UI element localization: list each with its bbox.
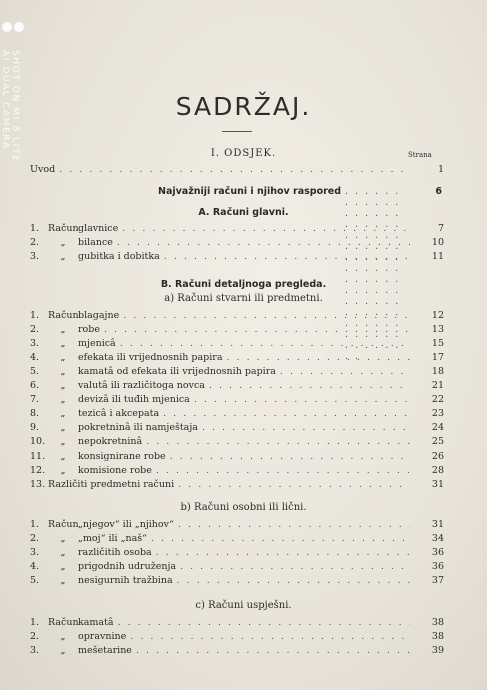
camera-watermark — [0, 22, 24, 163]
toc-entry-prefix: „ — [60, 408, 66, 420]
toc-entry — [30, 617, 444, 630]
toc-entry-text: komisione robe — [78, 464, 152, 476]
toc-entry-number: 12. — [30, 464, 46, 476]
toc-entry-label — [30, 237, 113, 248]
toc-entry-label — [30, 324, 100, 335]
page-title: SADRŽAJ. — [175, 92, 312, 121]
leader-dots — [170, 451, 410, 462]
toc-entry — [30, 547, 444, 560]
subsection-heading-b: b) Računi osobni ili lični. — [180, 502, 307, 513]
toc-entry-label — [30, 519, 174, 530]
toc-entry-number: 10. — [30, 436, 46, 448]
toc-entry — [30, 352, 444, 365]
toc-entry-label — [30, 310, 119, 321]
toc-entry — [30, 422, 444, 435]
toc-entry-text: pokretninâ ili namještaja — [78, 422, 198, 434]
page-column-label: Strana — [408, 151, 432, 159]
toc-entry-text: blagajne — [78, 310, 120, 321]
toc-entry-label — [30, 451, 166, 462]
toc-entry — [30, 223, 444, 236]
toc-entry-number: 3. — [30, 338, 40, 350]
leader-dots — [280, 366, 410, 377]
toc-page-number: 22 — [431, 394, 444, 406]
toc-entry-prefix: „ — [60, 575, 66, 587]
toc-entry-label — [30, 631, 126, 642]
watermark-dot-icon — [14, 22, 24, 32]
subsection-heading-a: a) Računi stvarni ili predmetni. — [164, 293, 323, 304]
title-divider — [222, 131, 252, 132]
toc-entry-number: 2. — [30, 631, 40, 642]
leader-dots — [194, 394, 410, 405]
leader-dots — [178, 479, 410, 490]
leader-dots — [209, 380, 410, 391]
toc-entry-text: robe — [78, 324, 100, 336]
toc-entry-prefix: „ — [60, 561, 66, 573]
toc-entry-label — [30, 547, 152, 558]
toc-entry — [30, 237, 444, 250]
toc-entry-text: glavnice — [78, 223, 119, 234]
toc-entry-text: „njegov“ ili „njihov“ — [78, 519, 174, 530]
toc-entry-number: 1. — [30, 223, 40, 234]
toc-page-number: 15 — [431, 338, 444, 350]
toc-entry-label: Najvažniji računi i njihov raspored — [158, 186, 342, 197]
toc-entry-number: 6. — [30, 380, 40, 392]
toc-entry-prefix: „ — [60, 533, 66, 545]
leader-dots — [163, 408, 410, 419]
toc-entry-number: 3. — [30, 251, 40, 262]
toc-entry-prefix: Račun — [48, 519, 79, 530]
toc-entry — [30, 465, 444, 478]
section-heading-odsjek: I. ODSJEK. — [210, 148, 277, 159]
toc-entry-prefix: „ — [60, 631, 66, 642]
toc-entry-number: 2. — [30, 237, 40, 248]
toc-page-number: 39 — [431, 645, 444, 656]
toc-entry — [30, 324, 444, 337]
leader-dots — [178, 519, 410, 530]
toc-entry-text: mjenicâ — [78, 338, 116, 350]
toc-entry-text: valutâ ili različitoga novca — [78, 380, 205, 392]
toc-entry-text: Različiti predmetni računi — [48, 478, 175, 490]
toc-entry-number: 5. — [30, 575, 40, 587]
watermark-line1: SHOT ON MI 8 LITE — [10, 50, 20, 163]
toc-entry-number: 1. — [30, 519, 40, 530]
section-heading-b: B. Računi detaljnoga pregleda. — [160, 279, 327, 290]
toc-entry-label — [30, 251, 160, 262]
leader-dots — [156, 465, 410, 476]
subsection-heading-c: c) Računi uspješni. — [195, 600, 292, 611]
toc-entry-prefix: „ — [60, 422, 66, 434]
toc-page-number: 21 — [431, 380, 444, 392]
toc-page-number: 31 — [431, 478, 444, 490]
toc-entry-number: 2. — [30, 533, 40, 545]
toc-entry-label — [30, 366, 276, 377]
toc-entry-label — [30, 223, 118, 234]
toc-page-number: 26 — [431, 450, 444, 462]
section-heading-a: A. Računi glavni. — [198, 207, 289, 218]
toc-entry-label — [30, 422, 198, 433]
toc-entry-text: nesigurnih tražbina — [78, 575, 173, 587]
toc-entry-text: devizâ ili tuđih mjenica — [78, 394, 190, 406]
leader-dots — [122, 223, 410, 234]
toc-entry — [30, 380, 444, 393]
toc-entry-number: 4. — [30, 352, 40, 364]
toc-entry — [30, 366, 444, 379]
toc-page-number: 36 — [431, 547, 444, 559]
leader-dots — [227, 352, 411, 363]
toc-page-number: 11 — [431, 251, 444, 262]
toc-entry-prefix: „ — [60, 338, 66, 350]
toc-entry-number: 3. — [30, 547, 40, 559]
toc-entry-number: 13. — [30, 478, 46, 490]
toc-entry-label — [30, 436, 142, 447]
toc-page-number: 38 — [431, 617, 444, 628]
toc-page-number: 31 — [431, 519, 444, 530]
toc-page-number: 12 — [431, 310, 444, 321]
toc-entry-text: nepokretninâ — [78, 436, 143, 448]
toc-page-number: 37 — [431, 575, 444, 587]
toc-entry-text: „moj“ ili „naš“ — [78, 533, 148, 545]
leader-dots — [180, 561, 410, 572]
toc-page-number: 7 — [437, 223, 444, 234]
toc-entry — [30, 451, 444, 464]
toc-entry — [30, 338, 444, 351]
toc-entry-label — [30, 380, 205, 391]
toc-entry — [30, 436, 444, 449]
toc-page-number: 1 — [437, 164, 444, 175]
toc-entry-label — [30, 533, 147, 544]
toc-entry-number: 9. — [30, 422, 40, 434]
toc-entry-number: 7. — [30, 394, 40, 406]
toc-page-number: 17 — [431, 352, 444, 364]
toc-page-number: 6 — [435, 186, 442, 197]
toc-entry — [30, 561, 444, 574]
toc-entry — [30, 631, 444, 644]
toc-entry-text: prigodnih udruženja — [78, 561, 177, 573]
toc-entry-text: različitih osoba — [78, 547, 152, 559]
toc-entry-text: mešetarine — [78, 645, 132, 656]
leader-dots — [202, 422, 410, 433]
leader-dots — [59, 164, 410, 175]
toc-entry-prefix: „ — [60, 366, 66, 378]
toc-entry — [30, 251, 444, 264]
toc-entry — [30, 519, 444, 532]
toc-entry — [30, 479, 444, 492]
toc-entry-prefix: Račun — [48, 223, 79, 234]
toc-entry-number: 2. — [30, 324, 40, 336]
toc-entry-number: 4. — [30, 561, 40, 573]
toc-page-number: 34 — [431, 533, 444, 545]
toc-entry-prefix: Račun — [48, 617, 79, 628]
toc-page-number: 18 — [431, 366, 444, 378]
toc-page-number: 36 — [431, 561, 444, 573]
leader-dots — [146, 436, 410, 447]
toc-entry-prefix: „ — [60, 645, 66, 656]
toc-entry-label — [30, 617, 114, 628]
toc-entry-text: efekata ili vrijednosnih papira — [78, 352, 223, 364]
leader-dots — [118, 617, 410, 628]
toc-entry — [30, 533, 444, 546]
leader-dots — [104, 324, 410, 335]
toc-entry-number: 8. — [30, 408, 40, 420]
toc-entry-prefix: „ — [60, 352, 66, 364]
toc-entry-label — [30, 352, 223, 363]
toc-page-number: 10 — [431, 237, 444, 248]
toc-entry-label — [30, 465, 152, 476]
toc-entry-text: tezicâ i akcepata — [78, 408, 160, 420]
toc-entry-prefix: Račun — [48, 310, 79, 321]
toc-entry-number: 3. — [30, 645, 40, 656]
toc-page-number: 23 — [431, 408, 444, 420]
toc-entry-number: 1. — [30, 310, 40, 321]
toc-entry-prefix: „ — [60, 436, 66, 448]
toc-entry-label — [30, 561, 176, 572]
toc-entry-prefix: „ — [60, 450, 66, 462]
leader-dots — [177, 575, 410, 586]
leader-dots — [164, 251, 410, 262]
toc-entry-text: gubitka i dobitka — [78, 251, 160, 262]
toc-entry — [30, 310, 444, 323]
leader-dots — [123, 310, 410, 321]
toc-entry-text: opravnine — [78, 631, 127, 642]
toc-entry-label — [30, 479, 174, 490]
toc-entry — [30, 394, 444, 407]
leader-dots — [151, 533, 410, 544]
toc-entry-text: konsignirane robe — [78, 450, 166, 462]
toc-entry — [30, 408, 444, 421]
leader-dots — [136, 645, 410, 656]
toc-page-number: 28 — [431, 464, 444, 476]
toc-entry-prefix: „ — [60, 380, 66, 392]
toc-entry-prefix: „ — [60, 324, 66, 336]
leader-dots — [120, 338, 410, 349]
toc-entry-prefix: „ — [60, 237, 66, 248]
toc-entry-number: 11. — [30, 450, 46, 462]
toc-entry-label — [30, 408, 159, 419]
toc-entry-uvod — [30, 164, 444, 177]
toc-page-number: 24 — [431, 422, 444, 434]
toc-entry — [30, 645, 444, 658]
toc-entry-text: kamatâ od efekata ili vrijednosnih papira — [78, 366, 276, 378]
toc-entry-label — [30, 338, 116, 349]
toc-entry-label: Uvod — [30, 164, 56, 175]
toc-entry-label — [30, 394, 190, 405]
toc-entry-prefix: „ — [60, 394, 66, 406]
toc-page-number: 38 — [431, 631, 444, 642]
toc-entry — [30, 575, 444, 588]
watermark-dot-icon — [2, 22, 12, 32]
toc-page-number: 25 — [431, 436, 444, 448]
watermark-line2: AI DUAL CAMERA — [0, 50, 10, 150]
toc-page-number: 13 — [431, 324, 444, 336]
toc-entry-label — [30, 645, 132, 656]
leader-dots — [156, 547, 410, 558]
toc-entry-label — [30, 575, 173, 586]
toc-entry-number: 5. — [30, 366, 40, 378]
toc-entry-prefix: „ — [60, 464, 66, 476]
toc-entry-prefix: „ — [60, 547, 66, 559]
toc-entry-text: kamatâ — [78, 617, 114, 628]
toc-entry-text: bilance — [78, 237, 113, 248]
leader-dots — [117, 237, 410, 248]
leader-dots — [130, 631, 410, 642]
toc-entry-prefix: „ — [60, 251, 66, 262]
toc-entry-number: 1. — [30, 617, 40, 628]
